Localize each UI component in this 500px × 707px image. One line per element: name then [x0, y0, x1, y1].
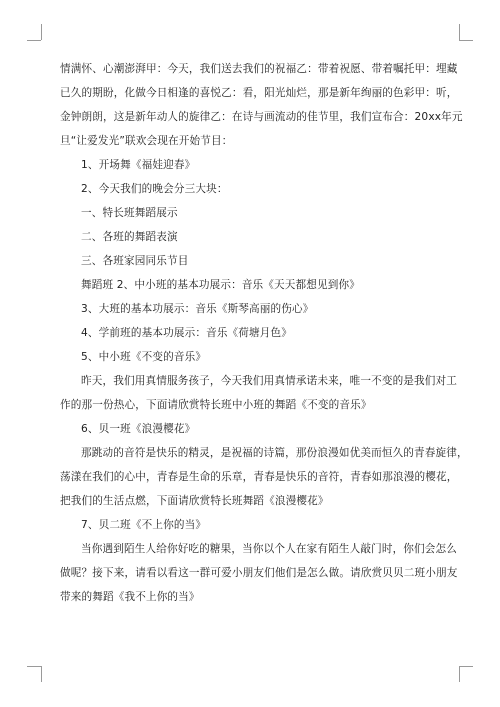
text-line: 旦“让爱发光”联欢会现在开始节目： [60, 135, 233, 147]
program-item: 7、贝二班《不上你的当》 [81, 519, 207, 531]
text-line: 把我们的生活点燃，下面请欣赏特长班舞蹈《浪漫樱花》 [60, 495, 329, 507]
text-line: 做呢？接下来，请看以看这一群可爱小朋友们他们是怎么做。请欣赏贝贝二班小朋友 [60, 567, 458, 579]
program-item: 5、中小班《不变的音乐》 [81, 351, 207, 363]
text-line: 金钟朗朗，这是新年动人的旋律乙：在诗与画流动的佳节里，我们宣布合：20xx年元 [60, 111, 463, 123]
text-line: 作的那一份热心，下面请欣赏特长班中小班的舞蹈《不变的音乐》 [60, 399, 372, 411]
text-line: 情满怀、心潮澎湃甲：今天，我们送去我们的祝福乙：带着祝愿、带着嘱托甲：埋藏 [60, 63, 458, 75]
program-item: 2、今天我们的晚会分三大块： [81, 183, 228, 195]
section-heading: 一、特长班舞蹈展示 [81, 207, 178, 219]
text-line: 荡漾在我们的心中，青春是生命的乐章，青春是快乐的音符，青春如那浪漫的樱花， [60, 471, 458, 483]
text-line: 带来的舞蹈《我不上你的当》 [60, 591, 200, 603]
program-item: 6、贝一班《浪漫樱花》 [81, 423, 196, 435]
text-line: 昨天，我们用真情服务孩子，今天我们用真情承诺未来，唯一不变的是我们对工 [81, 375, 458, 387]
text-line: 已久的期盼，化做今日相逢的喜悦乙：看，阳光灿烂，那是新年绚丽的色彩甲：听， [60, 87, 458, 99]
section-heading: 三、各班家园同乐节目 [81, 255, 189, 267]
text-line: 那跳动的音符是快乐的精灵，是祝福的诗篇，那份浪漫如优美而恒久的青春旋律， [81, 447, 468, 459]
text-line: 当你遇到陌生人给你好吃的糖果，当你以个人在家有陌生人敲门时，你们会怎么 [81, 543, 458, 555]
program-item: 1、开场舞《福娃迎春》 [81, 159, 196, 171]
program-item: 3、大班的基本功展示：音乐《斯琴高丽的伤心》 [81, 303, 314, 315]
program-item: 舞蹈班 2、中小班的基本功展示：音乐《天天都想见到你》 [81, 279, 360, 291]
section-heading: 二、各班的舞蹈表演 [81, 231, 178, 243]
program-item: 4、学前班的基本功展示：音乐《荷塘月色》 [81, 327, 293, 339]
